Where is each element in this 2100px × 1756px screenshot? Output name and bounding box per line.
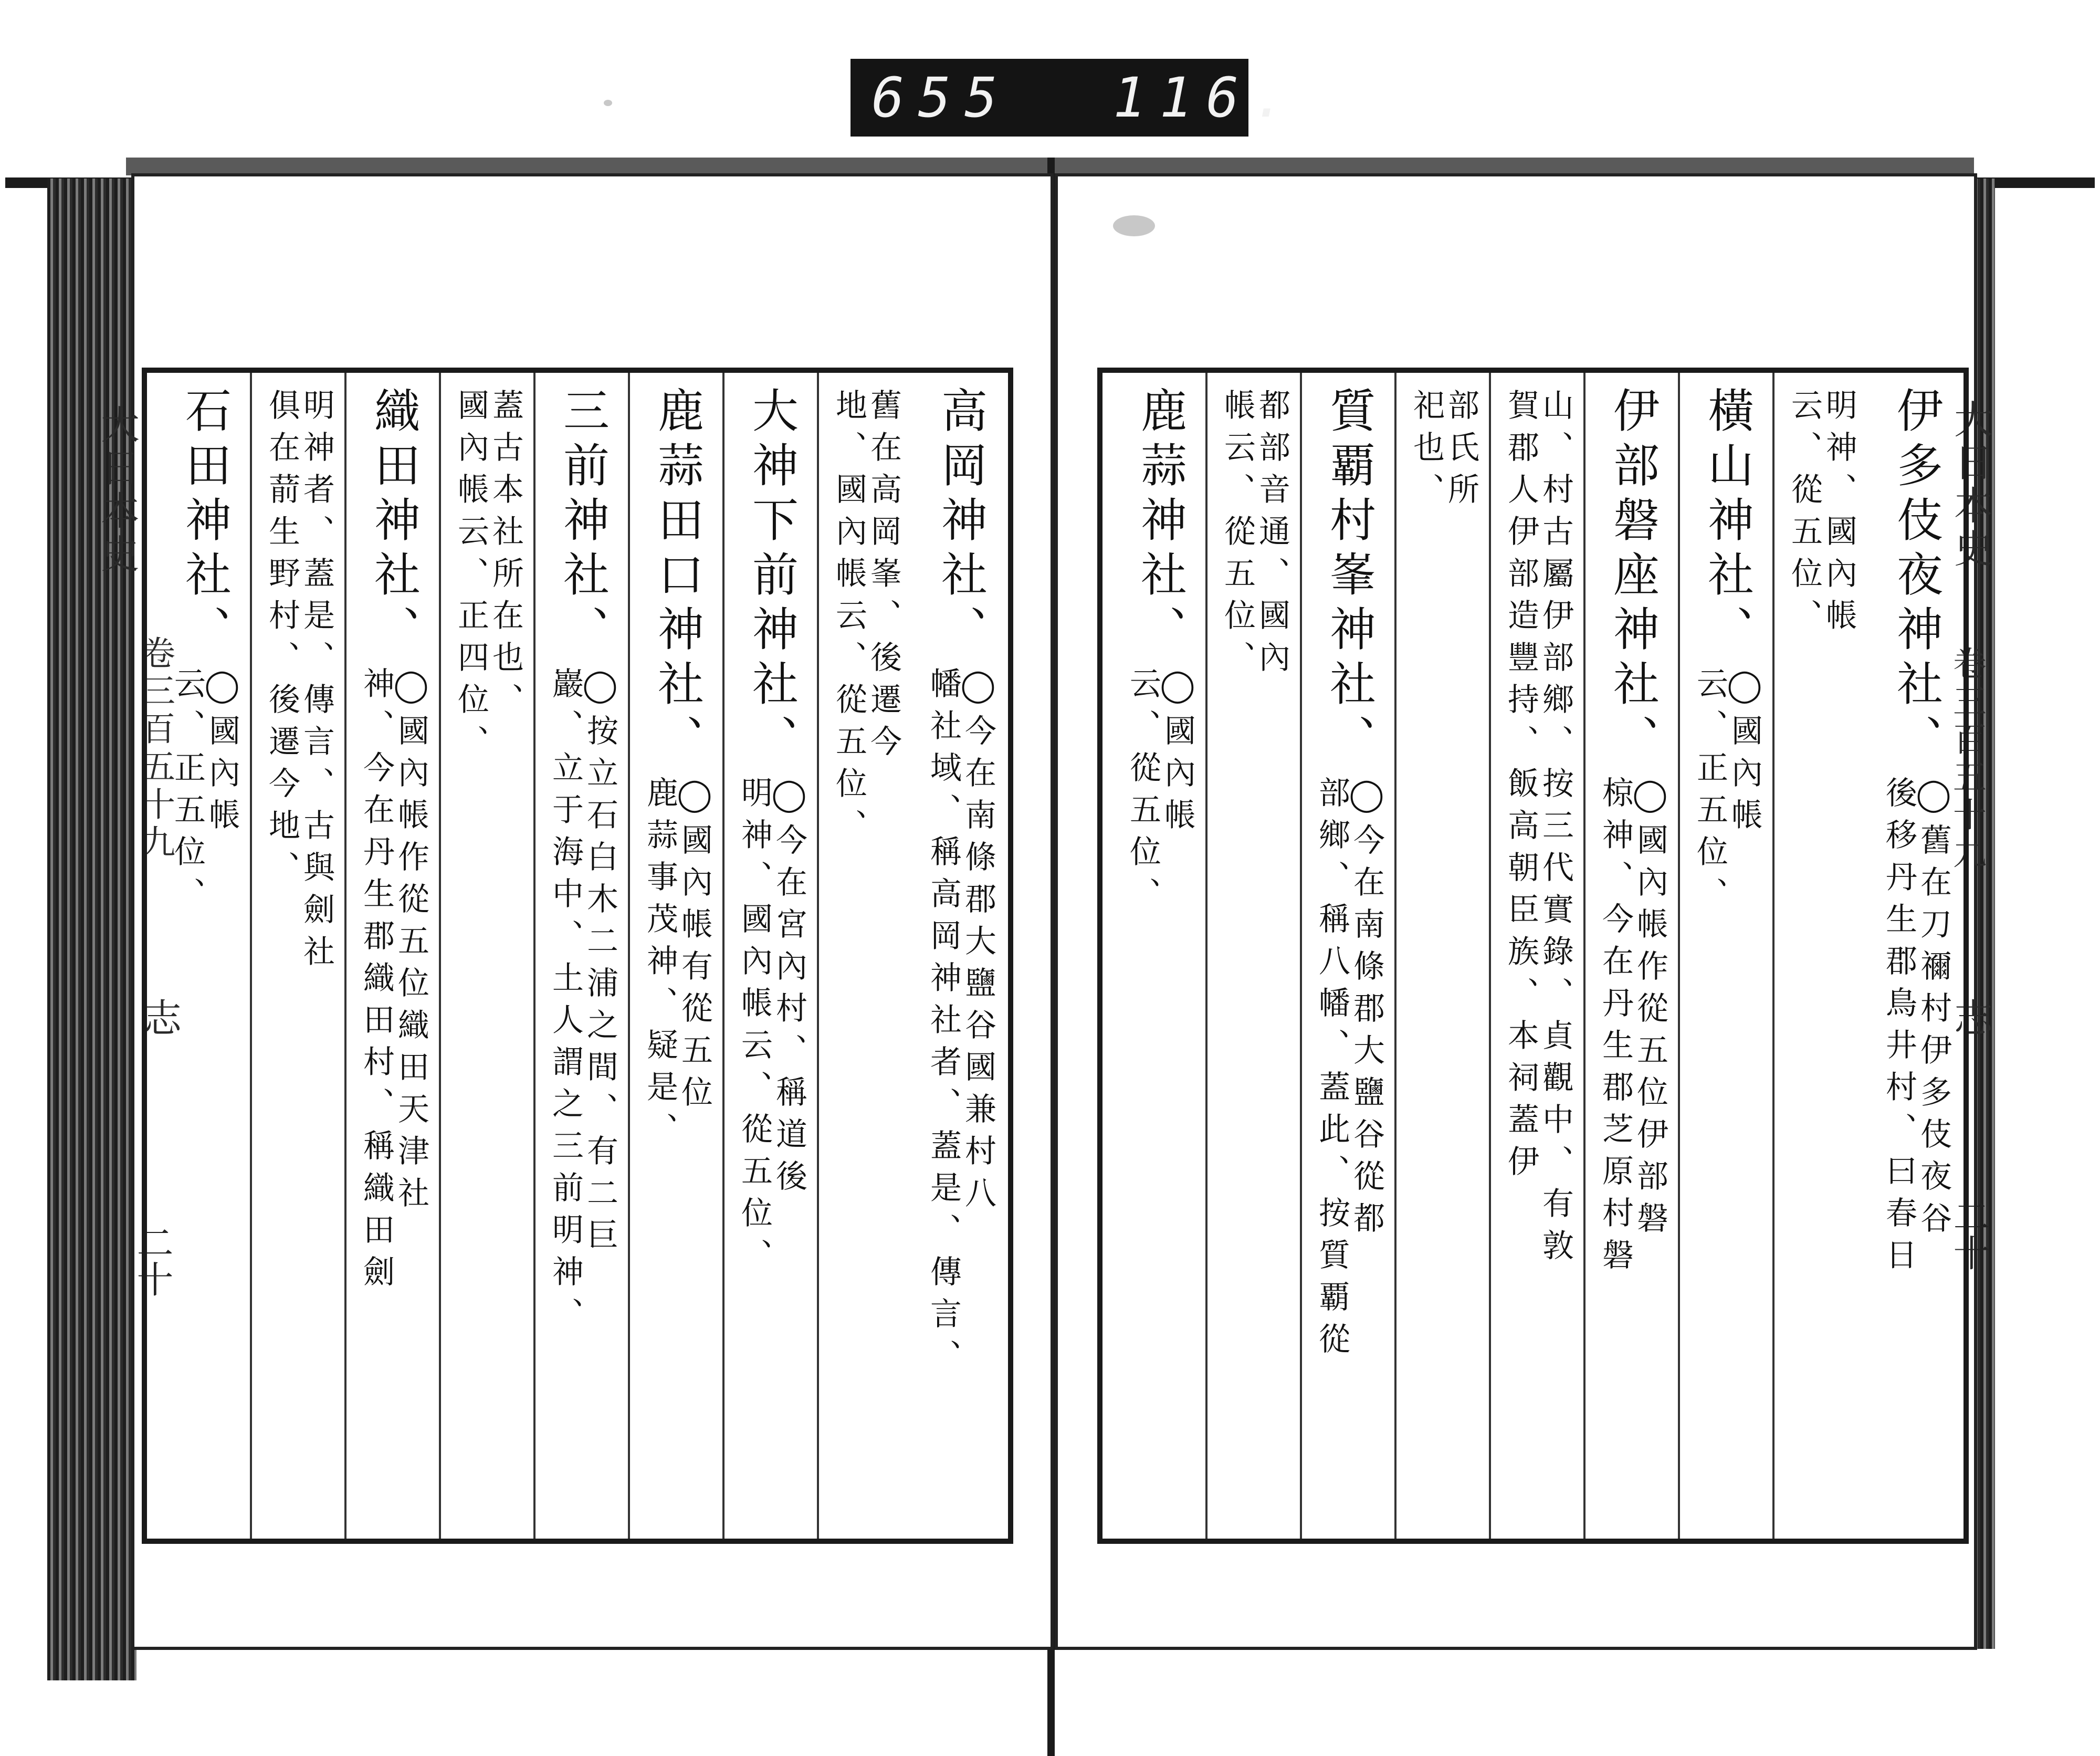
right-text-frame <box>1097 368 1969 1544</box>
shrine-name: 三前神社、 <box>556 386 610 660</box>
shrine-name: 伊多伎夜神社、 <box>1889 386 1944 769</box>
text-column <box>439 373 536 1539</box>
annotation-line: ◯國內帳有從五位 <box>676 776 713 1117</box>
annotation-line: ◯國內帳作從五位伊部磐 <box>1632 776 1668 1243</box>
annotation-line: 云、從五位、 <box>1125 667 1161 919</box>
text-column <box>1205 373 1302 1539</box>
film-reel-number: 655 <box>872 66 1011 130</box>
shrine-name: 質覇村峯神社、 <box>1322 386 1377 769</box>
annotation-pair <box>1774 389 1869 641</box>
left-page-edge <box>47 179 136 1680</box>
right-columns <box>1102 373 1964 1539</box>
text-column <box>1678 373 1774 1539</box>
annotation-line: 部氏所 <box>1443 389 1479 515</box>
annotation-line: ◯國內帳 <box>1726 667 1763 840</box>
text-column <box>914 373 1008 1539</box>
annotation-pair <box>1869 776 1964 1280</box>
annotation-line: 部鄉、稱八幡、蓋此、按質覇從 <box>1314 776 1350 1364</box>
ink-smudge <box>1113 215 1155 236</box>
ink-smudge <box>604 100 612 106</box>
annotation-line: 都部音通、國內 <box>1254 389 1290 683</box>
annotation-line: 幡社域、稱高岡神社者、蓋是、傳言、 <box>925 667 962 1381</box>
right-margin-title: 大日本史 <box>1948 399 1993 571</box>
left-text-frame <box>142 368 1013 1544</box>
annotation-line: 舊在高岡峯、後遷今 <box>865 389 902 767</box>
shrine-name: 鹿蒜田口神社、 <box>650 386 705 769</box>
annotation-line: 鹿蒜事茂神、疑是、 <box>642 776 678 1154</box>
shrine-name: 高岡神社、 <box>934 386 988 660</box>
annotation-line: ◯舊在刀禰村伊多伎夜谷 <box>1915 776 1952 1243</box>
shrine-name: 織田神社、 <box>367 386 421 660</box>
film-frame-label <box>850 59 1299 137</box>
left-page-folio: 二十 <box>131 1224 174 1297</box>
shrine-name: 鹿蒜神社、 <box>1133 386 1188 660</box>
text-column <box>1300 373 1396 1539</box>
annotation-line: 巖、立于海中、土人謂之三前明神、 <box>547 667 584 1339</box>
annotation-pair <box>1302 776 1396 1364</box>
annotation-line: 明神、國內帳 <box>1821 389 1857 641</box>
shrine-name: 橫山神社、 <box>1700 386 1755 660</box>
annotation-pair <box>1491 389 1586 1271</box>
text-column <box>722 373 819 1539</box>
text-column <box>1772 373 1869 1539</box>
annotation-line: ◯國內帳 <box>204 667 240 840</box>
annotation-line: ◯按立石白木二浦之間、有二巨 <box>582 667 618 1260</box>
annotation-line: ◯今在南條郡大鹽谷從都 <box>1348 776 1385 1243</box>
text-column <box>1583 373 1680 1539</box>
annotation-line: 蓋古本社所在也、 <box>487 389 524 725</box>
right-margin-volume: 卷三百五十九 <box>1947 646 1986 873</box>
shrine-name: 大神下前神社、 <box>745 386 799 769</box>
annotation-line: ◯今在南條郡大鹽谷國兼村八 <box>960 667 996 1218</box>
text-column <box>628 373 724 1539</box>
text-column <box>344 373 441 1539</box>
annotation-pair <box>252 389 346 977</box>
annotation-line: 明神、國內帳云、從五位、 <box>736 776 773 1280</box>
annotation-line: 後移丹生郡鳥井村、曰春日 <box>1881 776 1917 1280</box>
text-column <box>1113 373 1208 1539</box>
annotation-pair <box>1113 667 1208 919</box>
annotation-pair <box>536 667 630 1339</box>
annotation-line: 云、正五位、 <box>1692 667 1728 919</box>
shrine-name: 伊部磐座神社、 <box>1606 386 1660 769</box>
annotation-pair <box>630 776 724 1154</box>
annotation-line: ◯今在宮內村、稱道後 <box>771 776 807 1201</box>
left-margin-volume: 卷三百五十九 <box>136 635 175 862</box>
annotation-pair <box>724 776 819 1280</box>
text-column <box>1489 373 1586 1539</box>
text-column <box>1869 373 1964 1539</box>
annotation-line: 明神者、蓋是、傳言、古與劍社 <box>298 389 335 977</box>
annotation-pair <box>1208 389 1302 683</box>
text-column <box>533 373 630 1539</box>
shrine-name: 石田神社、 <box>178 386 232 660</box>
annotation-pair <box>1680 667 1774 919</box>
annotation-pair <box>346 667 441 1297</box>
annotation-pair <box>914 667 1008 1381</box>
annotation-line: 云、從五位、 <box>1786 389 1823 641</box>
left-columns <box>147 373 1008 1539</box>
annotation-pair <box>441 389 536 767</box>
text-column <box>1394 373 1491 1539</box>
annotation-line: 帳云、從五位、 <box>1219 389 1256 683</box>
annotation-line: 祀也、 <box>1408 389 1445 515</box>
right-margin-section: 志 <box>1948 998 1993 1041</box>
annotation-line: ◯國內帳 <box>1159 667 1196 840</box>
left-margin-title: 大日本史 <box>94 404 140 577</box>
left-margin-section: 志 <box>136 998 182 1041</box>
annotation-pair <box>158 667 252 919</box>
annotation-line: 云、正五位、 <box>169 667 206 919</box>
film-frame-number: 116. <box>1113 66 1299 130</box>
annotation-line: 俱在葥生野村、後遷今地、 <box>264 389 300 893</box>
annotation-line: ◯國內帳作從五位織田天津社 <box>393 667 429 1218</box>
annotation-pair <box>1586 776 1680 1280</box>
annotation-line: 地、國內帳云、從五位、 <box>831 389 867 851</box>
annotation-line: 國內帳云、正四位、 <box>453 389 489 767</box>
text-column <box>250 373 346 1539</box>
annotation-line: 神、今在丹生郡織田村、稱織田劍 <box>358 667 395 1297</box>
annotation-line: 賀郡人伊部造豐持、飯高朝臣族、本祠蓋伊 <box>1503 389 1539 1187</box>
annotation-line: 山、村古屬伊部鄉、按三代實錄、貞觀中、有敦 <box>1537 389 1574 1271</box>
annotation-line: 椋神、今在丹生郡芝原村磐 <box>1597 776 1634 1280</box>
annotation-pair <box>1396 389 1491 515</box>
text-column <box>817 373 914 1539</box>
annotation-pair <box>819 389 914 851</box>
right-page-folio: 二十 <box>1947 1197 1990 1271</box>
text-column <box>158 373 252 1539</box>
